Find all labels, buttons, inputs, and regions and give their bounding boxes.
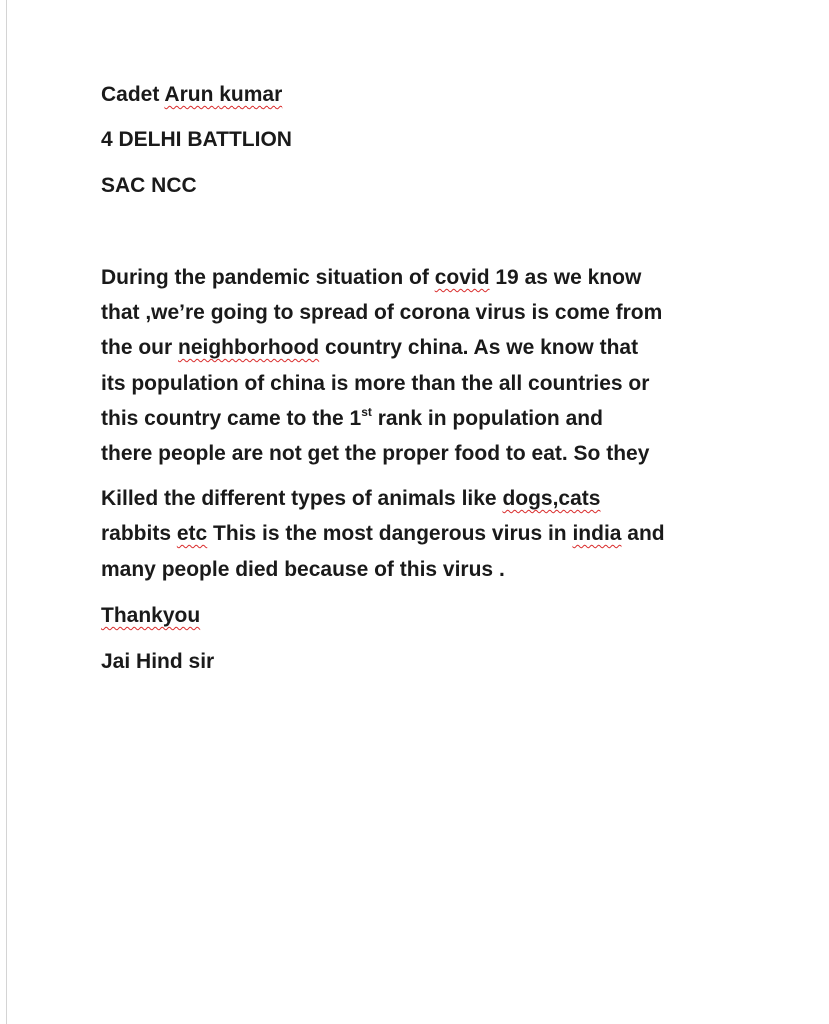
misspelled-word: india — [572, 522, 622, 545]
text-run: country china. As we know that — [319, 336, 639, 359]
misspelled-word: Thankyou — [101, 604, 201, 627]
text-run: Killed the different types of animals like — [101, 487, 503, 510]
text-run: This is the most dangerous virus in — [207, 522, 573, 545]
misspelled-word: etc — [176, 522, 208, 545]
text-run: this country came to the 1 — [101, 407, 362, 430]
name-last: kumar — [219, 83, 283, 106]
paragraph-line-7 — [101, 485, 600, 513]
paragraph-line-2: that ,we’re going to spread of corona virus is come from — [101, 301, 663, 324]
misspelled-word: covid — [434, 266, 490, 289]
paragraph-line-1 — [101, 264, 641, 292]
page-edge-line — [6, 0, 7, 1024]
paragraph-line-4: its population of china is more than the all countries or — [101, 372, 650, 395]
text-run: and — [621, 522, 665, 545]
misspelled-word: neighborhood — [178, 336, 320, 359]
paragraph-line-8 — [101, 520, 665, 548]
text-run: the our — [101, 336, 178, 359]
paragraph-line-3 — [101, 334, 638, 362]
text-run: rabbits — [101, 522, 177, 545]
organization-line: SAC NCC — [101, 174, 197, 197]
paragraph-line-6: there people are not get the proper food to eat. So they — [101, 442, 650, 465]
text-run: rank in population and — [371, 407, 603, 430]
ordinal-superscript: st — [361, 405, 372, 419]
name-first: Arun — [164, 83, 214, 106]
paragraph-line-9: many people died because of this virus . — [101, 558, 505, 581]
closing-thanks — [101, 602, 200, 630]
closing-signoff: Jai Hind sir — [101, 650, 215, 673]
name-prefix: Cadet — [101, 83, 165, 106]
cadet-name-line — [101, 81, 282, 109]
text-run: 19 as we know — [489, 266, 642, 289]
paragraph-line-5 — [101, 405, 603, 433]
text-run: During the pandemic situation of — [101, 266, 435, 289]
unit-line: 4 DELHI BATTLION — [101, 128, 292, 151]
misspelled-word: dogs,cats — [502, 487, 601, 510]
